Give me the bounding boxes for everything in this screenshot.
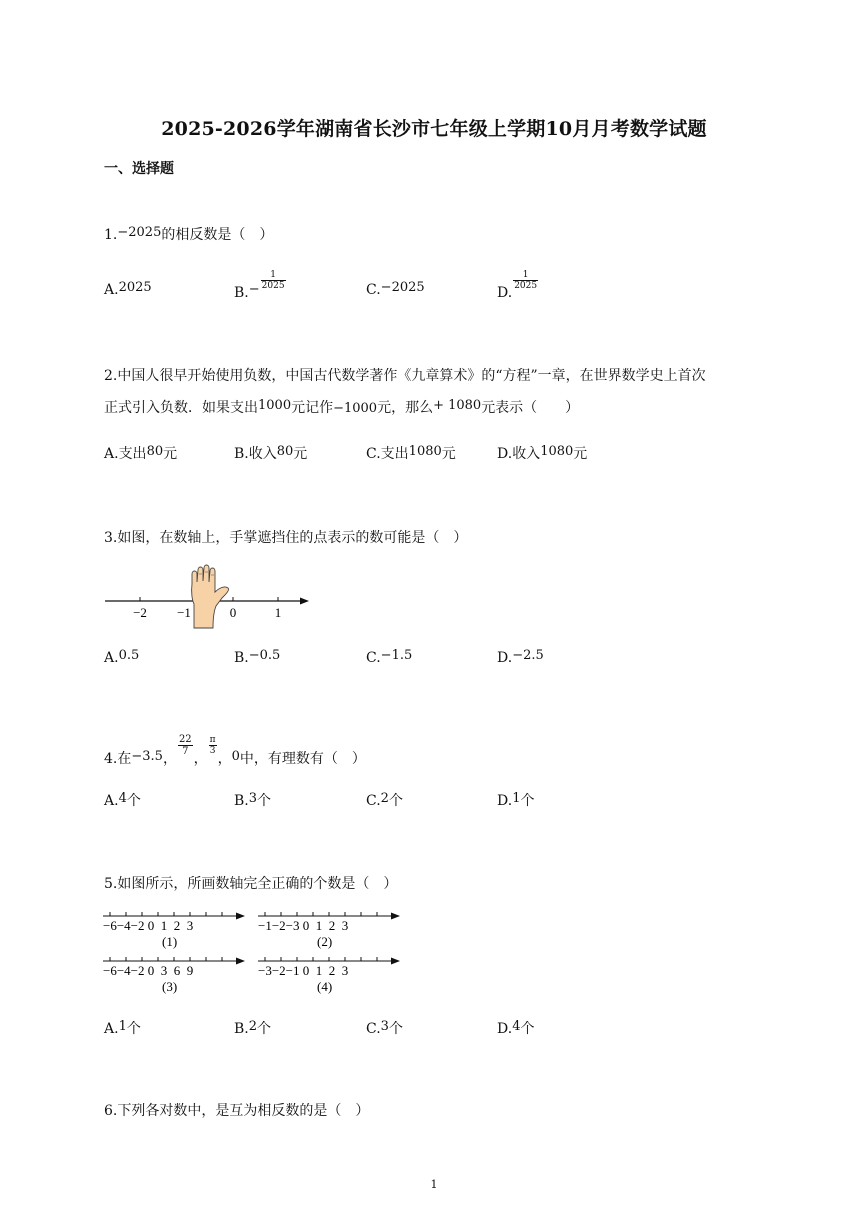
tick-label: 0 xyxy=(229,605,237,620)
q1-option-b[interactable]: B.− $\frac{1}{2025}$ xyxy=(234,270,285,301)
question-2-line-1: 2.中国人很早开始使用负数，中国古代数学著作《九章算术》的“方程”一章，在世界数学史上首次 xyxy=(104,368,706,384)
fraction: $\frac{1}{2025}$ xyxy=(514,270,538,291)
q5-option-d[interactable]: D.4个 xyxy=(497,1019,535,1037)
q5-option-c[interactable]: C.3个 xyxy=(366,1019,403,1037)
fraction: $\frac{\pi}{3}$ xyxy=(209,735,216,756)
tick-label: 1 xyxy=(274,605,282,620)
svg-text:(1): (1) xyxy=(162,934,178,949)
question-5: 5.如图所示，所画数轴完全正确的个数是（ ） xyxy=(104,876,398,892)
q2-option-b[interactable]: B.收入80元 xyxy=(234,444,308,462)
axis-4 xyxy=(258,957,400,994)
q4-option-d[interactable]: D.1个 xyxy=(497,791,535,809)
q2-option-c[interactable]: C.支出1080元 xyxy=(366,444,456,462)
fraction: $\frac{22}{7}$ xyxy=(178,734,192,757)
number-lines-figure xyxy=(100,906,410,998)
question-4: 4.在−3.5， $\frac{22}{7}$ ， $\frac{\pi}{3}$ ，0中，有理数有（ ） xyxy=(104,734,366,767)
svg-text:−6−4−2 0 1 2 3: −6−4−2 0 1 2 3 xyxy=(103,918,194,933)
page-number: 1 xyxy=(430,1178,438,1191)
q5-option-a[interactable]: A.1个 xyxy=(104,1019,141,1037)
q4-option-c[interactable]: C.2个 xyxy=(366,791,403,809)
svg-text:(3): (3) xyxy=(162,979,178,994)
fraction: $\frac{1}{2025}$ xyxy=(261,270,285,291)
q3-option-d[interactable]: D.−2.5 xyxy=(497,648,544,666)
q1-option-c[interactable]: C.−2025 xyxy=(366,280,425,298)
question-1: 1.−2025的相反数是（ ） xyxy=(104,225,274,243)
axis-3 xyxy=(103,957,245,994)
q1-option-a[interactable]: A.2025 xyxy=(104,280,152,298)
page-title: 2025-2026学年湖南省长沙市七年级上学期10月月考数学试题 xyxy=(161,118,707,140)
axis-2 xyxy=(258,912,400,949)
q4-option-a[interactable]: A.4个 xyxy=(104,791,141,809)
svg-text:−3−2−1 0 1 2 3: −3−2−1 0 1 2 3 xyxy=(258,963,349,978)
q3-option-c[interactable]: C.−1.5 xyxy=(366,648,413,666)
axis-arrow xyxy=(300,598,309,605)
q4-option-b[interactable]: B.3个 xyxy=(234,791,272,809)
number-line-figure xyxy=(100,562,320,632)
svg-text:−1−2−3 0 1 2 3: −1−2−3 0 1 2 3 xyxy=(258,918,349,933)
question-2-line-2: 正式引入负数．如果支出1000元记作−1000元，那么+ 1080元表示（ ） xyxy=(104,398,580,416)
svg-text:−6−4−2 0 3 6 9: −6−4−2 0 3 6 9 xyxy=(103,963,194,978)
svg-text:(2): (2) xyxy=(317,934,333,949)
q5-option-b[interactable]: B.2个 xyxy=(234,1019,272,1037)
question-6: 6.下列各对数中，是互为相反数的是（ ） xyxy=(104,1103,370,1119)
q1-value: −2025 xyxy=(117,225,162,240)
tick-label: −1 xyxy=(177,605,191,620)
q3-option-b[interactable]: B.−0.5 xyxy=(234,648,281,666)
axis-1 xyxy=(103,912,245,949)
tick-label: −2 xyxy=(133,605,147,620)
q2-option-d[interactable]: D.收入1080元 xyxy=(497,444,588,462)
q2-option-a[interactable]: A.支出80元 xyxy=(104,444,178,462)
section-heading: 一、选择题 xyxy=(104,161,174,177)
svg-text:(4): (4) xyxy=(317,979,333,994)
q3-option-a[interactable]: A.0.5 xyxy=(104,648,140,666)
question-3: 3.如图，在数轴上，手掌遮挡住的点表示的数可能是（ ） xyxy=(104,530,468,546)
q1-option-d[interactable]: D. $\frac{1}{2025}$ xyxy=(497,270,538,301)
hand-image xyxy=(192,565,229,628)
